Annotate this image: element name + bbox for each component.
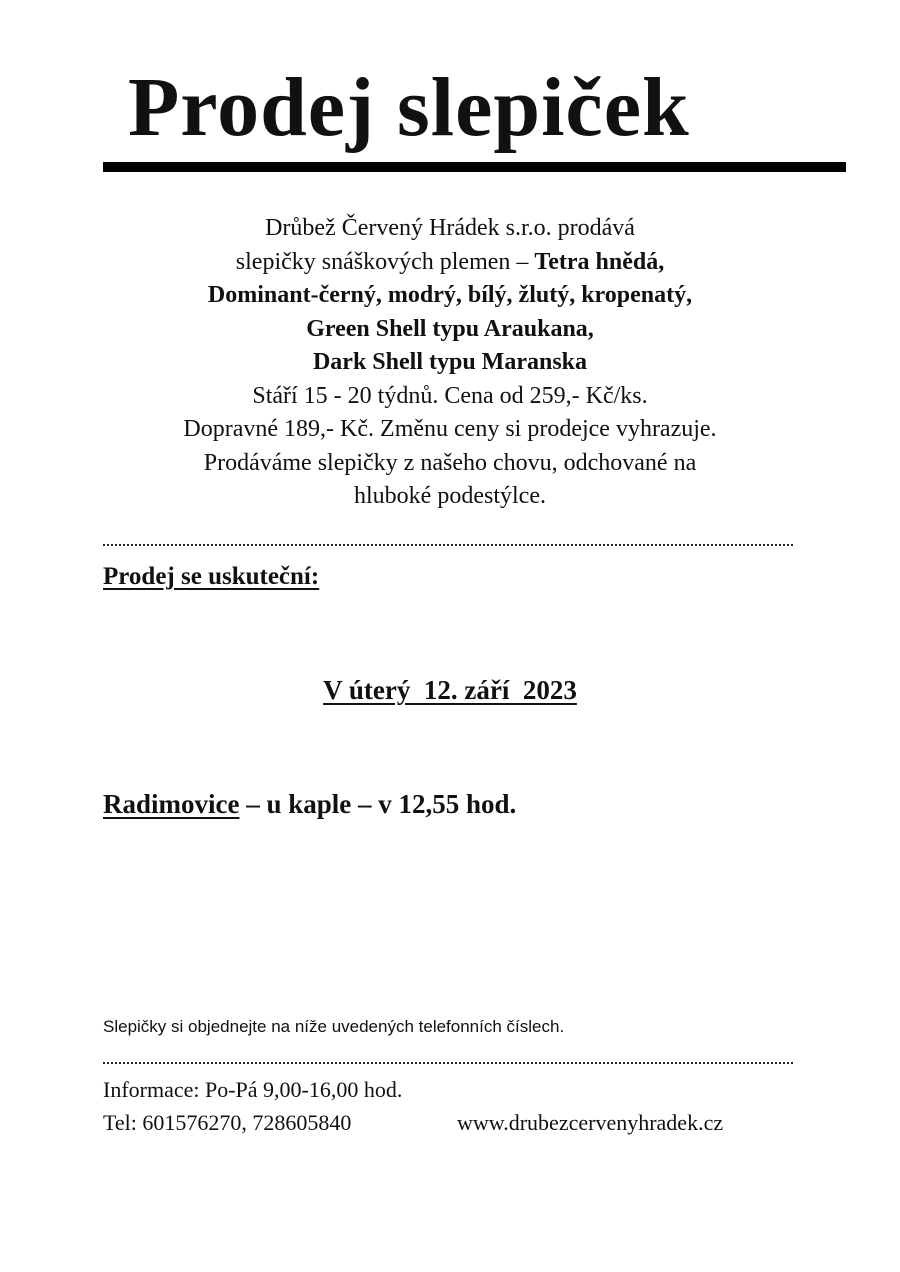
contact-phone: Tel: 601576270, 728605840 [103,1110,352,1135]
breed-list-dominant: Dominant-černý, modrý, bílý, žlutý, kropenatý, [207,282,693,308]
intro-line-3 [80,279,820,313]
intro-line-8: Prodáváme slepičky z našeho chovu, odchované na [203,449,697,476]
breed-dark-shell: Dark Shell typu Maranska [312,349,588,375]
dotted-divider-bottom [103,1062,793,1064]
sale-heading: Prodej se uskuteční: [103,563,320,590]
title-underline [103,162,846,172]
intro-line-7: Dopravné 189,- Kč. Změnu ceny si prodejce vyhrazuje. [183,416,717,442]
intro-line-2 [80,246,820,280]
intro-line-6: Stáří 15 - 20 týdnů. Cena od 259,- Kč/ks. [252,382,648,409]
intro-line-4 [80,313,820,347]
contact-website: www.drubezcervenyhradek.cz [457,1110,724,1135]
breed-green-shell: Green Shell typu Araukana, [306,315,594,342]
page-title [100,61,850,154]
order-note: Slepičky si objednejte na níže uvedených telefonních číslech. [103,1017,565,1036]
sale-location [103,789,516,820]
intro-paragraph [80,212,820,514]
intro-line-1: Drůbež Červený Hrádek s.r.o. prodává [265,215,635,241]
sale-date: V úterý 12. září 2023 [323,675,577,705]
title-text: Prodej slepiček [128,61,690,154]
intro-line-9: hluboké podestýlce. [354,483,546,509]
intro-line-5 [80,346,820,380]
location-place: Radimovice [103,789,240,819]
intro-line-2-bold: Tetra hnědá, [534,248,665,275]
intro-line-2-plain: slepičky snáškových plemen – [235,248,535,275]
dotted-divider-top [103,544,793,546]
location-detail: – u kaple – v 12,55 hod. [239,789,517,819]
contact-info-hours: Informace: Po-Pá 9,00-16,00 hod. [103,1077,403,1102]
